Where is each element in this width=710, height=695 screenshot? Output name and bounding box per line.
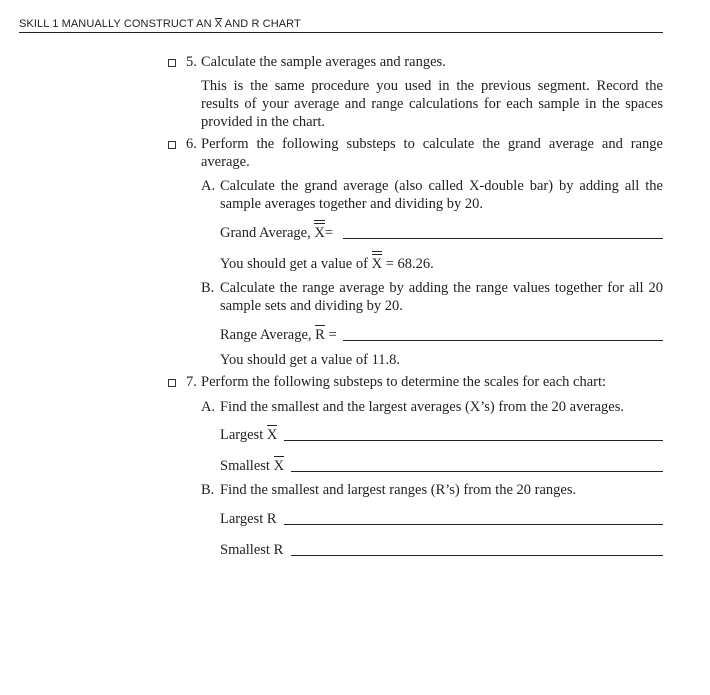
range-average-label-group bbox=[220, 326, 337, 344]
step7b-text: Find the smallest and largest ranges (R’s) from the 20 ranges. bbox=[220, 482, 577, 498]
header-suffix: AND R CHART bbox=[224, 18, 301, 30]
range-average-label: Range Average, bbox=[220, 327, 312, 343]
range-average-eq: = bbox=[328, 327, 337, 343]
largest-r-input[interactable] bbox=[284, 524, 663, 525]
smallest-x-symbol: X bbox=[273, 458, 285, 474]
range-average-symbol: R bbox=[315, 327, 325, 343]
smallest-x-label-group bbox=[220, 457, 284, 475]
smallest-x-label: Smallest bbox=[220, 458, 270, 474]
step7-title: Perform the following substeps to determine the scales for each chart: bbox=[201, 374, 607, 390]
grand-average-hint-value: = 68.26. bbox=[385, 256, 434, 272]
step5-body: This is the same procedure you used in the previous segment. Record the results of your average and range calculations for each sample in the spaces provided in the chart. bbox=[201, 78, 663, 130]
step7-checkbox[interactable] bbox=[168, 379, 176, 387]
grand-average-label-group bbox=[220, 224, 333, 242]
step6a-text: Calculate the grand average (also called X-double bar) by adding all the sample averages together and dividing by 20. bbox=[220, 178, 663, 212]
header-xbar: X bbox=[214, 18, 223, 30]
largest-r-label: Largest R bbox=[220, 511, 277, 527]
step5-title: Calculate the sample averages and ranges. bbox=[201, 54, 446, 70]
largest-x-label: Largest bbox=[220, 427, 264, 443]
step6-title: Perform the following substeps to calculate the grand average and range average. bbox=[201, 136, 663, 170]
grand-average-label: Grand Average, bbox=[220, 225, 311, 241]
step7-number: 7. bbox=[186, 374, 197, 390]
step6-number: 6. bbox=[186, 136, 197, 152]
largest-x-label-group bbox=[220, 426, 277, 444]
grand-average-hint-prefix: You should get a value of bbox=[220, 256, 368, 272]
grand-average-input[interactable] bbox=[343, 238, 663, 239]
page-header bbox=[19, 18, 663, 33]
grand-average-symbol: X bbox=[314, 225, 325, 241]
smallest-x-input[interactable] bbox=[291, 471, 663, 472]
step6b-letter: B. bbox=[201, 280, 215, 296]
step7a-text: Find the smallest and the largest averages (X’s) from the 20 averages. bbox=[220, 399, 624, 415]
step5-number: 5. bbox=[186, 54, 197, 70]
range-average-hint: You should get a value of 11.8. bbox=[220, 352, 401, 368]
header-prefix: SKILL 1 MANUALLY CONSTRUCT AN bbox=[19, 18, 212, 30]
step6-checkbox[interactable] bbox=[168, 141, 176, 149]
largest-x-symbol: X bbox=[266, 427, 278, 443]
grand-average-hint-symbol: X bbox=[371, 256, 383, 272]
grand-average-hint bbox=[220, 255, 434, 273]
range-average-input[interactable] bbox=[343, 340, 663, 341]
grand-average-eq: = bbox=[324, 225, 334, 241]
step6b-text: Calculate the range average by adding the range values together for all 20 sample sets and dividing by 20. bbox=[220, 280, 663, 314]
largest-x-input[interactable] bbox=[284, 440, 663, 441]
smallest-r-label: Smallest R bbox=[220, 542, 284, 558]
smallest-r-input[interactable] bbox=[291, 555, 663, 556]
step7a-letter: A. bbox=[201, 399, 216, 415]
step7b-letter: B. bbox=[201, 482, 215, 498]
step6a-letter: A. bbox=[201, 178, 216, 194]
step5-checkbox[interactable] bbox=[168, 59, 176, 67]
